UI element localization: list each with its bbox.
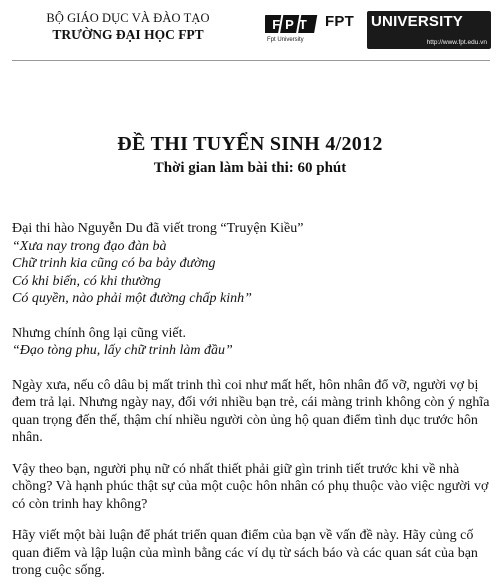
- paragraph-1: Ngày xưa, nếu cô dâu bị mất trinh thì coi như mất hết, hôn nhân đổ vỡ, người vợ bị đem trả lại. Nhưng ngày nay, đối với nhiều bạn trẻ, cái màng trinh không còn ý nghĩa quan trọng đến thế, thậm chí nhiều người còn ủng hộ quan điểm tình dục trước hôn nhân.: [12, 377, 490, 445]
- also-wrote-line: Nhưng chính ông lại cũng viết.: [12, 325, 187, 341]
- logo-university-bar: [367, 11, 491, 49]
- header-divider: [12, 60, 490, 61]
- exam-body: [12, 220, 492, 580]
- fpt-university-logo: [265, 11, 493, 51]
- poem-line: Có khi biến, có khi thường: [12, 273, 161, 289]
- fpt-logo-subtitle: Fpt University: [267, 37, 304, 43]
- ministry-name: BỘ GIÁO DỤC VÀ ĐÀO TẠO: [46, 11, 210, 25]
- logo-wordmark-university: UNIVERSITY: [371, 13, 464, 30]
- paragraph-2: Vậy theo bạn, người phụ nữ có nhất thiết phải giữ gìn trinh tiết trước khi về nhà chồng? Và hạnh phúc thật sự của một cuộc hôn nhân có phụ thuộc vào việc người vợ có còn trinh hay không?: [12, 461, 489, 512]
- paragraph-3: Hãy viết một bài luận để phát triển quan điểm của bạn về vấn đề này. Hãy củng cố quan điểm và lập luận của mình bằng các ví dụ từ sách báo và các quan sát của bạn trong cuộc sống.: [12, 528, 478, 578]
- poem-line: Có quyền, nào phải một đường chấp kinh”: [12, 291, 252, 306]
- university-name: TRƯỜNG ĐẠI HỌC FPT: [52, 27, 204, 42]
- fpt-mark-text: FPT: [272, 17, 312, 32]
- fpt-logo-icon: [265, 11, 321, 37]
- poem-line: “Xưa nay trong đạo đàn bà: [12, 238, 167, 254]
- issuer-block: [18, 10, 238, 43]
- poem-line: Chữ trinh kia cũng có ba bảy đường: [12, 256, 216, 271]
- logo-wordmark-fpt: FPT: [325, 13, 354, 30]
- website-url: http://www.fpt.edu.vn: [426, 39, 487, 46]
- exam-title: ĐỀ THI TUYỂN SINH 4/2012: [117, 133, 383, 155]
- exam-duration: Thời gian làm bài thi: 60 phút: [153, 160, 347, 176]
- poem-quote-2: “Đạo tòng phu, lấy chữ trinh làm đầu”: [12, 343, 233, 358]
- intro-line: Đại thi hào Nguyễn Du đã viết trong “Truyện Kiều”: [12, 221, 304, 236]
